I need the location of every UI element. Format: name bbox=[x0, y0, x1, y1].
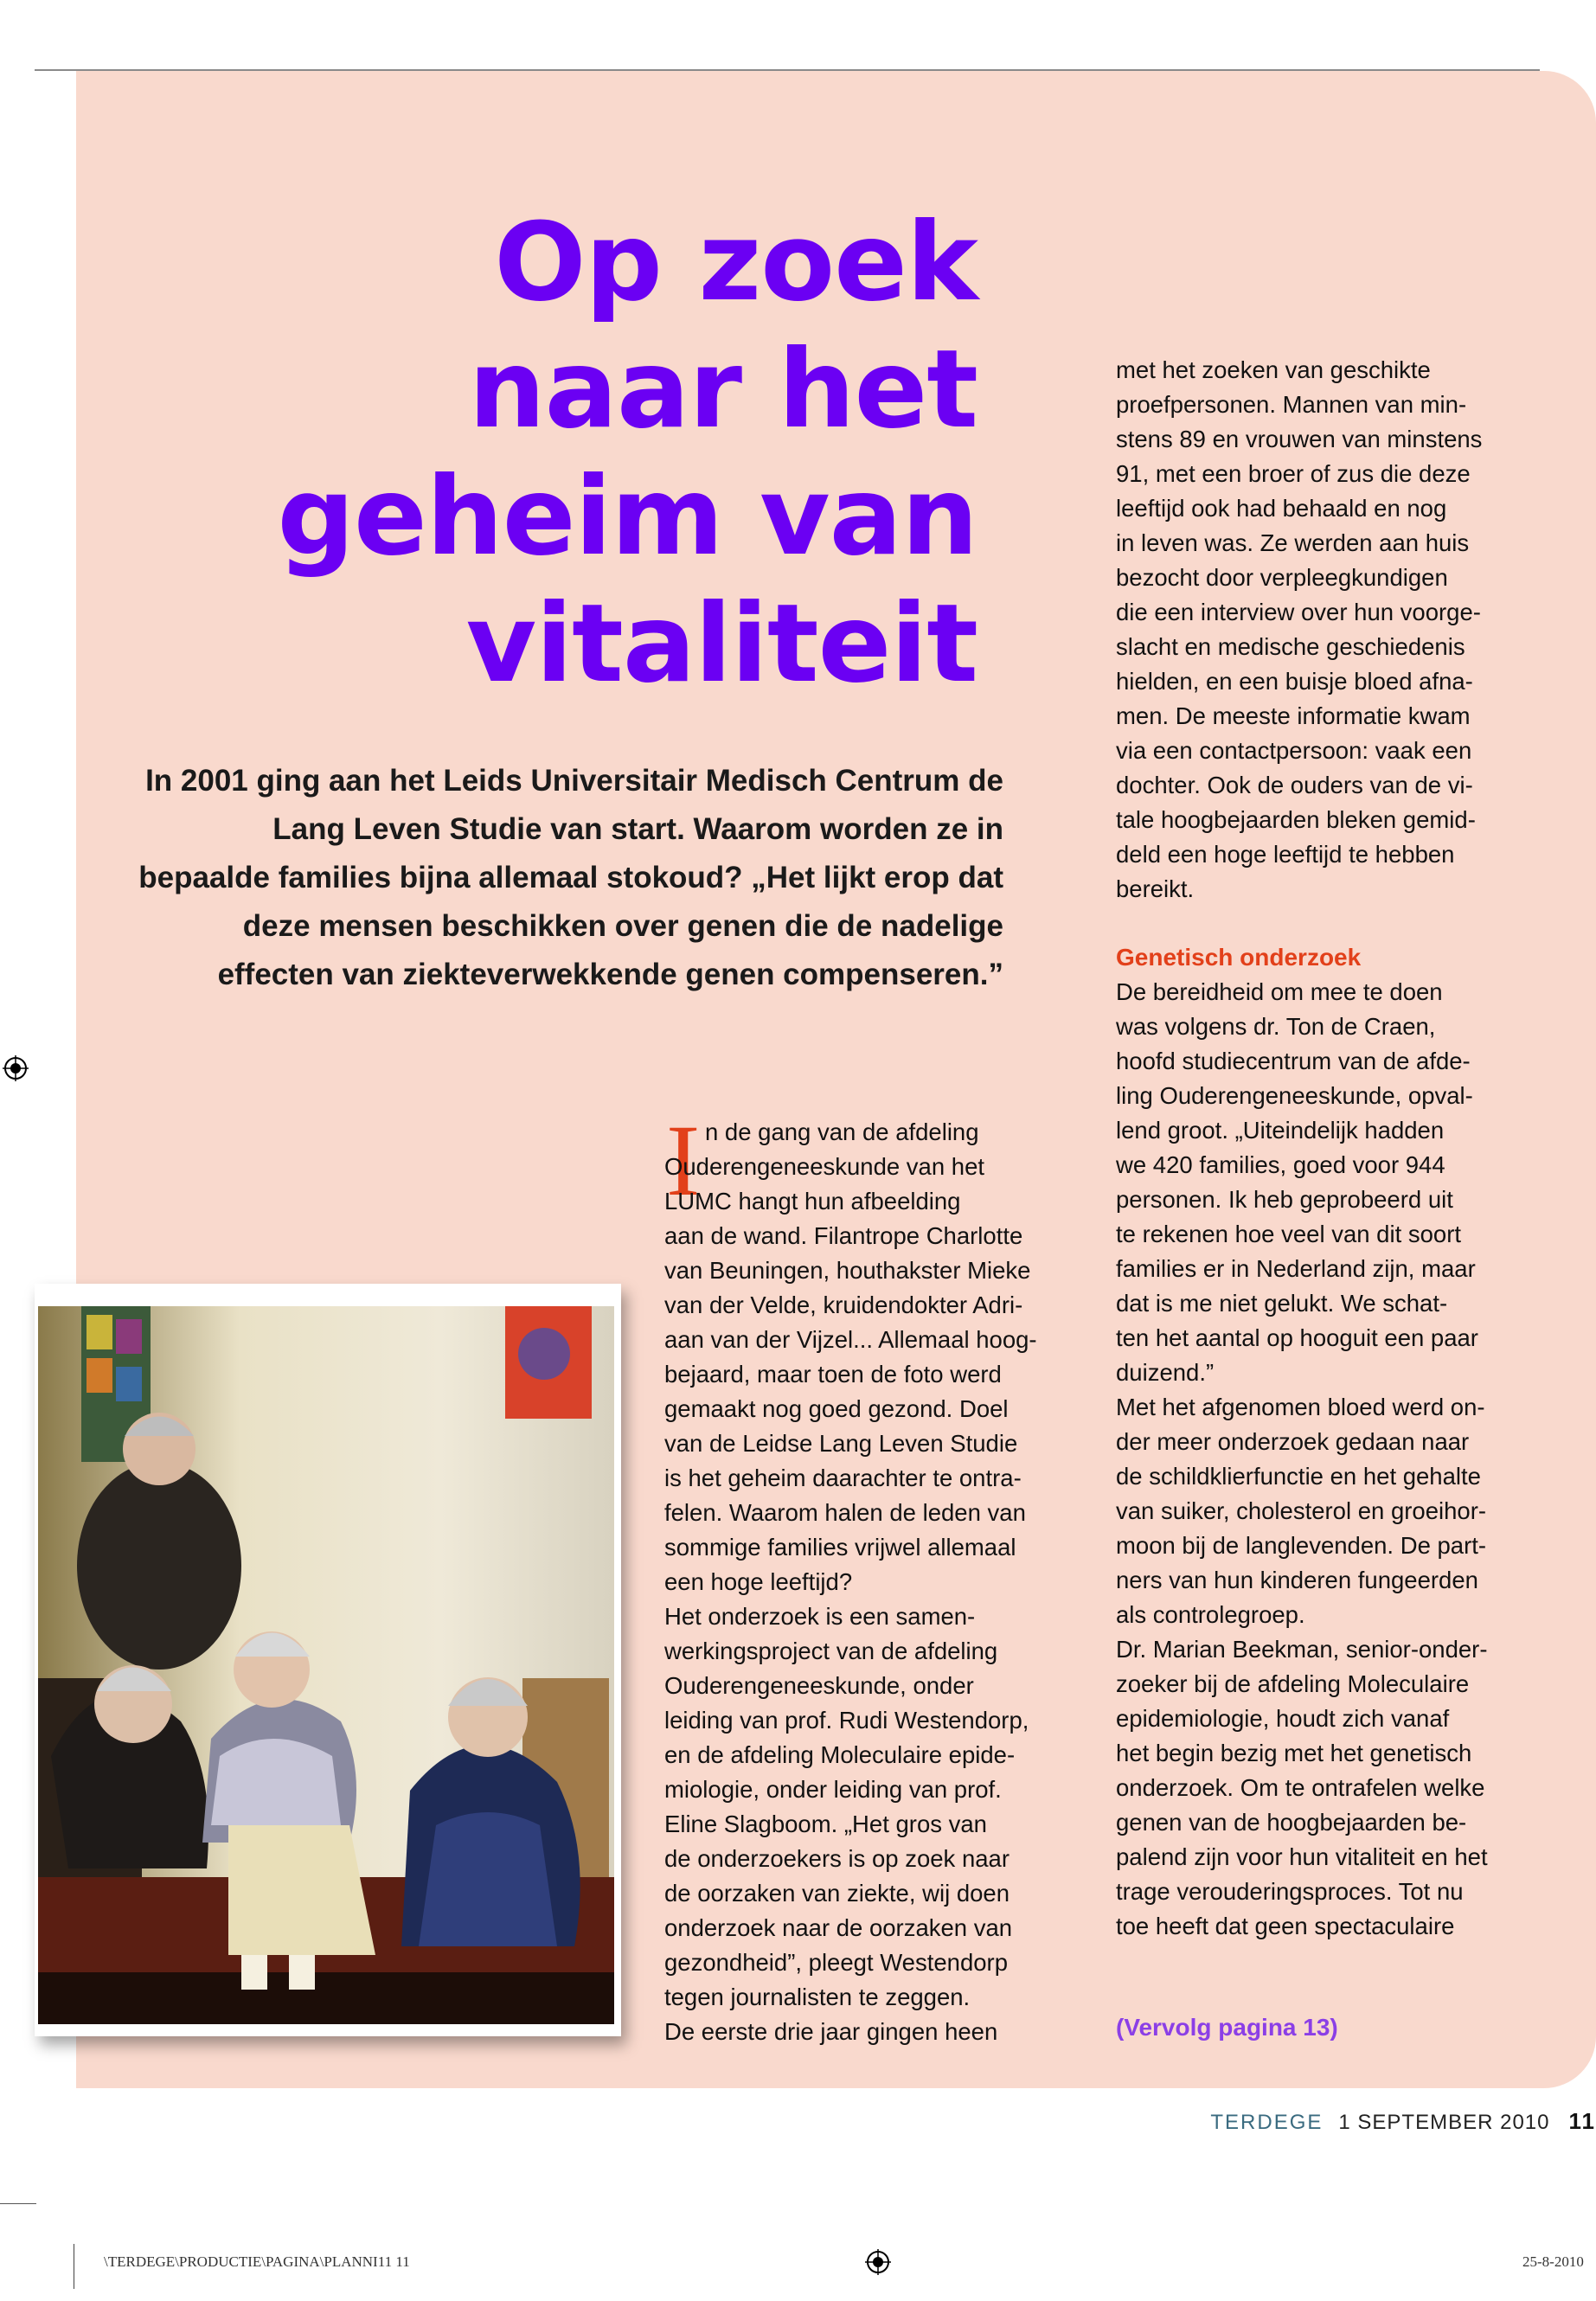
headline-line: geheim van bbox=[277, 454, 977, 580]
subheading: Genetisch onderzoek bbox=[1116, 944, 1362, 971]
footer-page-number: 11 bbox=[1568, 2108, 1596, 2134]
registration-mark-icon bbox=[3, 1055, 29, 1081]
headline-line: vitaliteit bbox=[465, 581, 977, 707]
article-column-middle-text: Ouderengeneeskunde van het LUMC hangt hun afbeelding aan de wand. Filantrope Charlotte van Beuningen, houthakster Mieke van der Velde, kruidendokter Adri- aan van der Vijzel... Allemaal hoog- bejaard, maar toen de foto werd gemaakt nog goed gezond. Doel van de Leidse Lang Leven Studie is het geheim daarachter te ontra- felen. Waarom halen de leden van sommige families vrijwel allemaal een hoge leeftijd? Het onderzoek is een samen- werkingsproject van de afdeling Ouderengeneeskunde, onder leiding van prof. Rudi Westendorp, en de afdeling Moleculaire epide- miologie, onder leiding van prof. Eline Slagboom. „Het gros van de onderzoekers is op zoek naar de oorzaken van ziekte, wij doen onderzoek naar de oorzaken van gezondheid”, pleegt Westendorp tegen journalisten te zeggen. De eerste drie jaar gingen heen bbox=[664, 1153, 1037, 2045]
intro-lead: In 2001 ging aan het Leids Universitair Medisch Centrum de Lang Leven Studie van start. Waarom worden ze in bepaalde families bijna allemaal stokoud? „Het lijkt erop dat deze mensen beschikken over genen die de nadelige effecten van ziekteverwekkende genen compenseren.” bbox=[138, 764, 1003, 991]
headline-line: Op zoek bbox=[494, 200, 977, 325]
article-first-line: n de gang van de afdeling bbox=[705, 1118, 979, 1145]
print-slug-left: \TERDEGE\PRODUCTIE\PAGINA\PLANNI11 11 bbox=[104, 2253, 410, 2270]
photo-image bbox=[38, 1306, 614, 2024]
footer-brand: TERDEGE bbox=[1210, 2111, 1324, 2134]
page-footer bbox=[0, 2108, 1596, 2135]
continued-link[interactable]: (Vervolg pagina 13) bbox=[1116, 2014, 1338, 2041]
article-column-middle bbox=[664, 1115, 1071, 2049]
photo-elderly-women bbox=[35, 1284, 621, 2036]
footer-date: 1 SEPTEMBER 2010 bbox=[1338, 2111, 1550, 2134]
registration-mark-icon bbox=[865, 2249, 891, 2275]
headline-line: naar het bbox=[468, 327, 977, 452]
headline bbox=[173, 199, 977, 708]
article-column-right-top: met het zoeken van geschikte proefpersonen. Mannen van min- stens 89 en vrouwen van minstens 91, met een broer of zus die deze leeftijd ook had behaald en nog in leven was. Ze werden aan huis bezocht door verpleegkundigen die een interview over hun voorge- slacht en medische geschiedenis hielden, en een buisje bloed afna- men. De meeste informatie kwam via een contactpersoon: vaak een dochter. Ook de ouders van de vi- tale hoogbejaarden bleken gemid- deld een hoge leeftijd te hebben bereikt. bbox=[1116, 356, 1483, 902]
print-slug-right: 25-8-2010 bbox=[1522, 2253, 1584, 2270]
dropcap: I bbox=[666, 1104, 701, 1217]
article-column-right-bottom: De bereidheid om mee te doen was volgens dr. Ton de Craen, hoofd studiecentrum van de afde- ling Ouderengeneeskunde, opval- lend groot. „Uiteindelijk hadden we 420 families, goed voor 944 personen. Ik heb geprobeerd uit te rekenen hoe veel van dit soort families er in Nederland zijn, maar dat is me niet gelukt. We schat- ten het aantal op hooguit een paar duizend.” Met het afgenomen bloed werd on- der meer onderzoek gedaan naar de schildklierfunctie en het gehalte van suiker, cholesterol en groeihor- moon bij de langlevenden. De part- ners van hun kinderen fungeerden als controlegroep. Dr. Marian Beekman, senior-onder- zoeker bij de afdeling Moleculaire epidemiologie, houdt zich vanaf het begin bezig met het genetisch onderzoek. Om te ontrafelen welke genen van de hoogbejaarden be- palend zijn voor hun vitaliteit en het trage verouderingsproces. Tot nu toe heeft dat geen spectaculaire bbox=[1116, 978, 1488, 1939]
crop-mark bbox=[0, 2203, 36, 2204]
